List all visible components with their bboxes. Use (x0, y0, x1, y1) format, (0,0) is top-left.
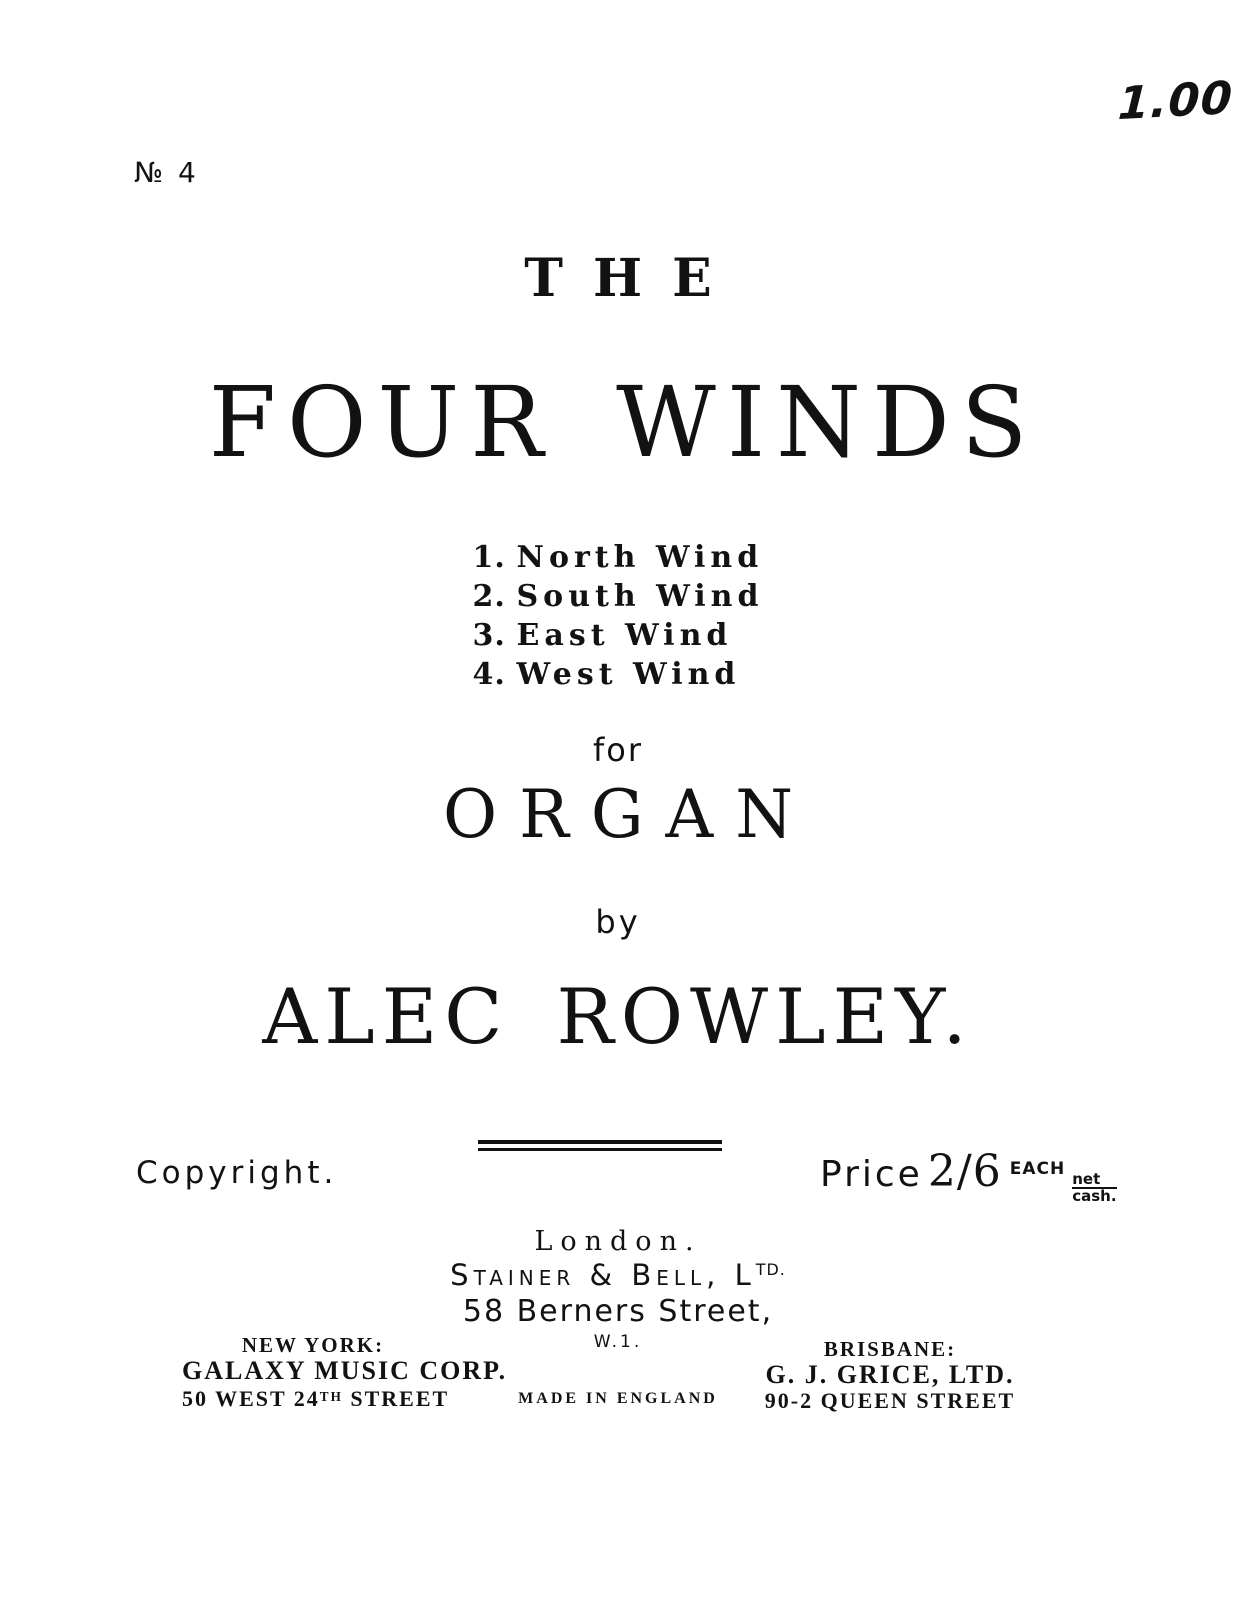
for-label: for (593, 731, 643, 769)
price-unit: EACH (1009, 1159, 1066, 1179)
price-cash: cash. (1072, 1187, 1117, 1205)
movement-number: 2. (472, 579, 506, 614)
imprint-city: London. (534, 1226, 702, 1257)
movement-number: 1. (472, 540, 506, 575)
main-title: FOUR WINDS (208, 366, 1039, 479)
movement-item (473, 538, 764, 577)
agent-name: G. J. GRICE, LTD. (765, 1360, 1015, 1389)
made-in-england-label: MADE IN ENGLAND (518, 1390, 718, 1407)
publisher-address: 58 Berners Street, (462, 1294, 774, 1329)
movement-name: East Wind (516, 618, 733, 653)
movement-number: 3. (472, 618, 506, 653)
instrument-title: ORGAN (443, 776, 815, 853)
title-article: THE (524, 248, 742, 309)
movement-item (473, 616, 764, 655)
price-amount: 2/6 (927, 1146, 1002, 1197)
agent-city: BRISBANE: (823, 1337, 957, 1361)
postal-district: W.1. (593, 1332, 643, 1352)
publisher-name (0, 1258, 1236, 1292)
double-rule-divider (478, 1140, 722, 1151)
series-number-label: № 4 (134, 156, 199, 189)
price-line (820, 1146, 1117, 1204)
movement-list (0, 538, 1236, 694)
agent-address: 50 WEST 24TH STREET (182, 1386, 450, 1411)
agent-brisbane (762, 1338, 1018, 1413)
price-label: Price (820, 1154, 923, 1195)
price-terms (1072, 1172, 1116, 1204)
movement-name: South Wind (516, 579, 764, 614)
publisher-ltd-superscript: TD. (755, 1260, 786, 1279)
movement-item (473, 577, 764, 616)
movement-name: West Wind (516, 657, 741, 692)
copyright-notice: Copyright. (136, 1155, 338, 1191)
movement-item (473, 655, 764, 694)
publisher-name-text: Stainer & Bell, L (450, 1258, 756, 1292)
agent-name: GALAXY MUSIC CORP. (182, 1356, 508, 1385)
agent-address: 90-2 QUEEN STREET (764, 1388, 1016, 1413)
composer-name: ALEC ROWLEY. (262, 972, 974, 1061)
by-label: by (595, 903, 641, 941)
street-ordinal-superscript: TH (319, 1389, 343, 1404)
movement-number: 4. (472, 657, 506, 692)
movement-name: North Wind (516, 540, 764, 575)
agent-city: NEW YORK: (241, 1333, 385, 1357)
price-net: net (1072, 1172, 1116, 1189)
handwritten-price-mark: 1.00 (1116, 70, 1235, 131)
